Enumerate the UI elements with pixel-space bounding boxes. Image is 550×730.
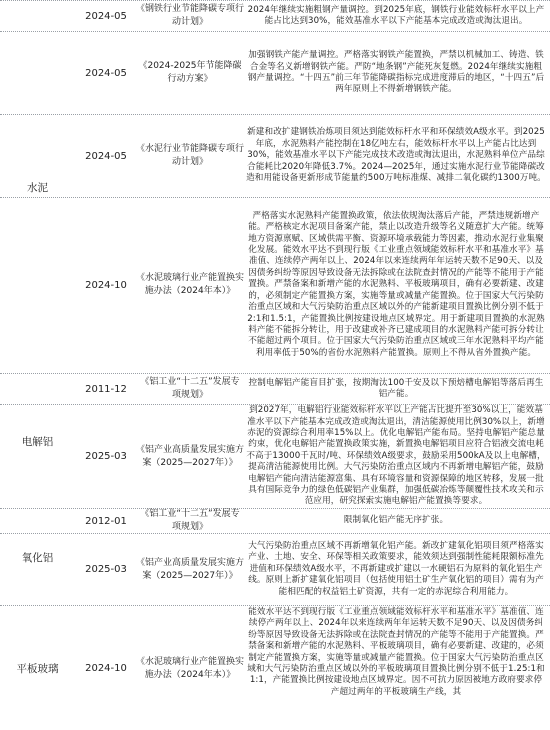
row-divider — [0, 31, 550, 32]
row-policy: 《铝产业高质量发展实施方案（2025—2027年）》 — [136, 557, 245, 581]
row-divider — [0, 197, 550, 198]
row-date: 2024-05 — [85, 150, 127, 162]
row-date: 2024-05 — [85, 67, 127, 79]
row-date: 2011-12 — [85, 383, 127, 395]
industry-label: 平板玻璃 — [16, 663, 59, 675]
row-content: 严格落实水泥熟料产能置换政策，依法依规淘汰落后产能，严禁违规新增产能。严格核定水泥项目备案产能，禁止以改造升级等名义随意扩大产能。统筹地方资源禀赋、区域供需平衡、资源环境承载能力等因素，推动水泥行业集聚化发展。能效水平达不到现行版《工业重点领域能效标杆水平和基准水平》基准值、连续停产两年以上、2024年以来连续两年年运转天数不足90天、以及因债务纠纷等原因导致设备无法拆除或在法院查封情况的产能等不能用于产能置换。严禁备案和新增产能的水泥熟料、平板玻璃项目，确有必要新建、改建的，必须制定产能置换方案，实施等量或减量产能置换。位于国家大气污染防治重点区域和大气污染防治重点区域以外的产能新建项目置换比例分别不低于2:1和1.5:1，产能置换比例按建设地点区域界定。用于新建项目置换的水泥熟料产能不能拆分转让，用于改建或补齐已建成项目的水泥熟料产能可拆分转让不能超过两个项目。位于国家大气污染防治重点区域或三年水泥熟料平均产能利用率低于50%的省份水泥熟料产能置换。原则上不得从省外置换产能。 — [247, 210, 545, 358]
row-date: 2012-01 — [85, 515, 127, 527]
industry-label: 水泥 — [27, 181, 48, 194]
row-divider — [0, 508, 550, 509]
row-content: 到2027年，电解铝行业能效标杆水平以上产能占比提升至30%以上，能效基准水平以下产能基本完成改造或淘汰退出，清洁能源使用比例30%以上，新增赤泥的资源综合利用率15%以上。优化电解铝产能布局。坚持电解铝产能总量约束，优化电解铝产能置换政策实施，新置换电解铝项目应符合铝液交流电耗不高于13000千瓦时/吨、环保绩效A级要求，鼓励采用500kA及以上电解槽，提高清洁能源使用比例。大气污染防治重点区域内不再新增电解铝产能，鼓励电解铝产能向清洁能源富集、具有环境容量和资源保障的地区转移，发展一批具有国际竞争力的绿色低碳铝产业集群，加强低碳冶炼等颠覆性技术攻关和示范应用，研究探索实施电解铝产能置换等要求。 — [246, 405, 546, 507]
row-date: 2025-03 — [85, 564, 127, 575]
row-policy: 《铝产业高质量发展实施方案（2025—2027年）》 — [136, 444, 245, 468]
row-content: 加强钢铁产能产量调控。严格落实钢铁产能置换，严禁以机械加工、铸造、铁合金等名义新增钢铁产能。严防“地条钢”产能死灰复燃。2024年继续实施粗钢产量调控。“十四五”前三年节能降碳指标完成进度滞后的地区，“十四五”后两年原则上不得新增钢铁产能。 — [247, 50, 545, 95]
row-divider — [0, 0, 550, 1]
row-divider — [0, 605, 550, 606]
row-policy: 《铝工业“十二五”发展专项规划》 — [140, 509, 240, 532]
row-content: 控制电解铝产能盲目扩张，按期淘汰100千安及以下预焙槽电解铝等落后再生铝产能。 — [248, 377, 544, 399]
row-divider — [0, 373, 550, 374]
row-policy: 《铝工业“十二五”发展专项规划》 — [140, 377, 240, 400]
row-date: 2024-10 — [85, 663, 127, 674]
row-policy: 《水泥玻璃行业产能置换实施办法（2024年本）》 — [136, 656, 245, 680]
row-content: 能效水平达不到现行版《工业重点领域能效标杆水平和基准水平》基准值、连续停产两年以上、2024年以来连续两年年运转天数不足90天、以及因债务纠纷等原因导致设备无法拆除或在法院查封情况的产能等不能用于产能置换。严禁备案和新增产能的水泥熟料、平板玻璃项目，确有必要新建、改建的，必须制定产能置换方案，实施等量或减量产能置换。位于国家大气污染防治重点区域和大气污染防治重点区域以外的平板玻璃项目置换比例分别不低于1.25:1和1:1，产能置换比例按建设地点区域界定。因不可抗力原因被地方政府要求停产超过两年的平板玻璃生产线，其 — [247, 607, 545, 697]
row-date: 2024-10 — [85, 279, 127, 291]
row-content: 2024年继续实施粗钢产量调控。到2025年底，钢铁行业能效标杆水平以上产能占比达到30%，能效基准水平以下产能基本完成改造或淘汰退出。 — [247, 4, 545, 26]
row-policy: 《钢铁行业节能降碳专项行动计划》 — [136, 4, 245, 27]
industry-label: 电解铝 — [21, 435, 54, 448]
row-policy: 《水泥行业节能降碳专项行动计划》 — [136, 144, 245, 167]
row-date: 2024-05 — [85, 10, 127, 22]
industry-label: 氧化铝 — [21, 551, 54, 564]
row-policy: 《水泥玻璃行业产能置换实施办法（2024年本）》 — [136, 273, 245, 296]
row-content: 限制氧化铝产能无序扩张。 — [343, 515, 449, 526]
row-content: 大气污染防治重点区域不再新增氧化铝产能。新改扩建氧化铝项目须严格落实产业、土地、安全、环保等相关政策要求，能效须达到强制性能耗限额标准先进值和环保绩效A级水平，不再新建或扩建以一水硬铝石为原料的氧化铝生产线。原则上新扩建氧化铝项目（包括使用铝土矿生产氧化铝的项目）需有为产能相匹配的权益铝土矿资源，共有一定的赤泥综合利用能力。 — [248, 540, 544, 597]
row-divider — [0, 114, 550, 115]
row-policy: 《2024-2025年节能降碳行动方案》 — [138, 61, 242, 84]
row-divider — [0, 533, 550, 534]
row-date: 2025-03 — [85, 451, 127, 462]
row-content: 新建和改扩建钢铁冶炼项目须达到能效标杆水平和环保绩效A级水平。到2025年底，水泥熟料产能控制在18亿吨左右，能效标杆水平以上产能占比达到30%，能效基准水平以下产能完成技术改造或淘汰退出，水泥熟料单位产品综合能耗比2020年降低3.7%。2024—2025年，通过实施水泥行业节能降碳改造和用能设备更新形成节能量约500万吨标准煤、减排二氧化碳约1300万吨。 — [246, 127, 546, 184]
